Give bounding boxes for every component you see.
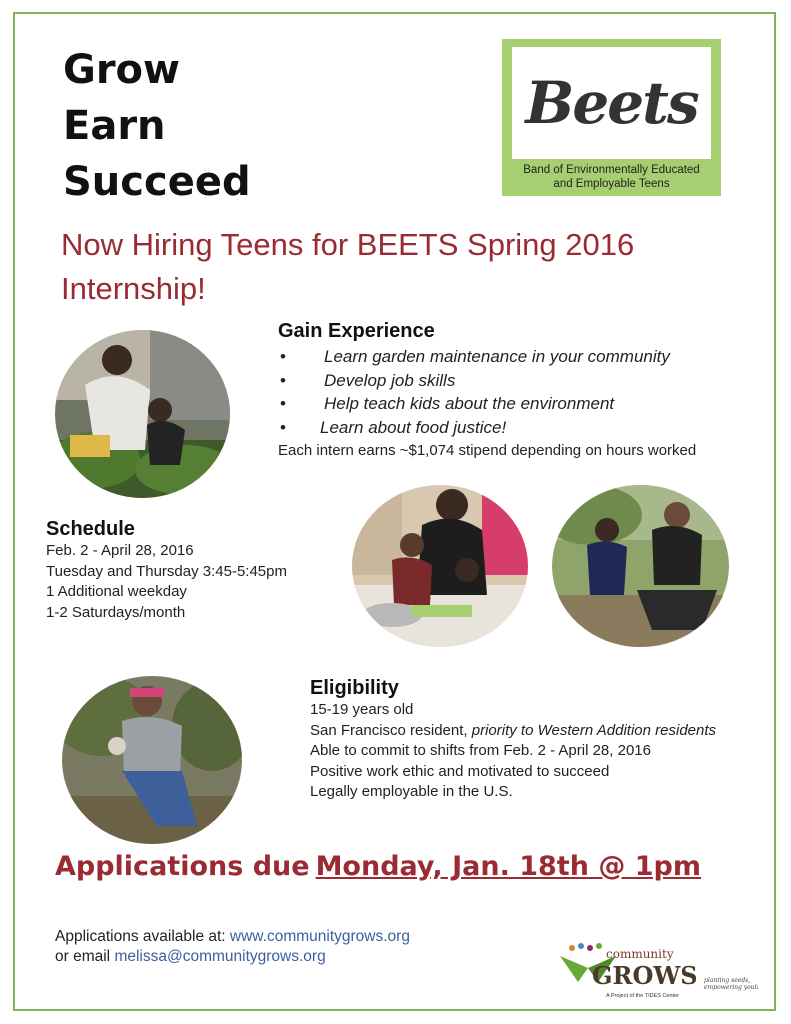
contact-info bbox=[55, 927, 410, 967]
applications-available-prefix: Applications available at: bbox=[55, 928, 230, 945]
beets-subtitle-line1: Band of Environmentally Educated bbox=[523, 164, 700, 176]
cg-logo-tagline2: empowering youth bbox=[704, 984, 758, 991]
applications-due-date: Monday, Jan. 18th @ 1pm bbox=[315, 851, 701, 882]
headline: Now Hiring Teens for BEETS Spring 2016 Internship! bbox=[61, 227, 635, 306]
cg-logo-grows: GROWS bbox=[592, 961, 698, 990]
schedule-weekday: 1 Additional weekday bbox=[46, 583, 187, 600]
gain-experience-title: Gain Experience bbox=[278, 320, 435, 342]
eligibility-commit: Able to commit to shifts from Feb. 2 - April 28, 2016 bbox=[310, 742, 651, 759]
eligibility-title: Eligibility bbox=[310, 677, 399, 699]
eligibility-legal: Legally employable in the U.S. bbox=[310, 783, 513, 800]
schedule-section bbox=[46, 518, 366, 623]
eligibility-age: 15-19 years old bbox=[310, 701, 414, 718]
eligibility-residency bbox=[310, 721, 730, 742]
email-prefix: or email bbox=[55, 948, 115, 965]
tagline-earn: Earn bbox=[63, 103, 166, 149]
photo-classroom bbox=[352, 485, 528, 647]
photo-wheelbarrow bbox=[552, 485, 729, 647]
stipend-text: Each intern earns ~$1,074 stipend depending on hours worked bbox=[278, 442, 697, 459]
email-line bbox=[55, 947, 410, 967]
eligibility-work-ethic: Positive work ethic and motivated to succeed bbox=[310, 762, 610, 780]
tagline-grow: Grow bbox=[63, 47, 180, 93]
list-item: • Learn garden maintenance in your community bbox=[278, 345, 738, 369]
list-item: • Learn about food justice! bbox=[278, 416, 738, 440]
photo-gardener bbox=[62, 676, 242, 844]
gain-experience-list bbox=[278, 345, 738, 439]
schedule-dates: Feb. 2 - April 28, 2016 bbox=[46, 542, 194, 559]
gain-experience-section bbox=[278, 320, 738, 462]
beets-logo-word: Beets bbox=[525, 69, 698, 137]
cg-logo-sub: A Project of the TIDES Center bbox=[606, 993, 679, 999]
list-item: • Develop job skills bbox=[278, 369, 738, 393]
residency-prefix: San Francisco resident, bbox=[310, 721, 472, 739]
cg-logo-tagline1: planting seeds, bbox=[704, 977, 751, 984]
cg-logo-community: community bbox=[606, 947, 674, 961]
photo-gardening bbox=[55, 330, 230, 498]
website-link[interactable]: www.communitygrows.org bbox=[229, 928, 410, 945]
schedule-title: Schedule bbox=[46, 518, 135, 540]
tagline bbox=[63, 42, 251, 210]
schedule-times: Tuesday and Thursday 3:45-5:45pm bbox=[46, 562, 287, 580]
beets-logo-mark bbox=[512, 47, 711, 159]
applications-available-line bbox=[55, 927, 410, 947]
residency-priority: priority to Western Addition residents bbox=[471, 721, 717, 739]
schedule-saturdays: 1-2 Saturdays/month bbox=[46, 603, 186, 621]
applications-due bbox=[55, 851, 701, 882]
eligibility-section bbox=[310, 677, 730, 803]
list-item: • Help teach kids about the environment bbox=[278, 392, 738, 416]
tagline-succeed: Succeed bbox=[63, 159, 251, 205]
applications-due-label: Applications due bbox=[55, 851, 310, 882]
beets-subtitle-line2: and Employable Teens bbox=[553, 178, 670, 190]
email-link[interactable]: melissa@communitygrows.org bbox=[114, 948, 326, 965]
beets-logo-subtitle bbox=[502, 163, 721, 191]
community-grows-logo bbox=[558, 942, 758, 1002]
beets-logo bbox=[502, 39, 721, 196]
